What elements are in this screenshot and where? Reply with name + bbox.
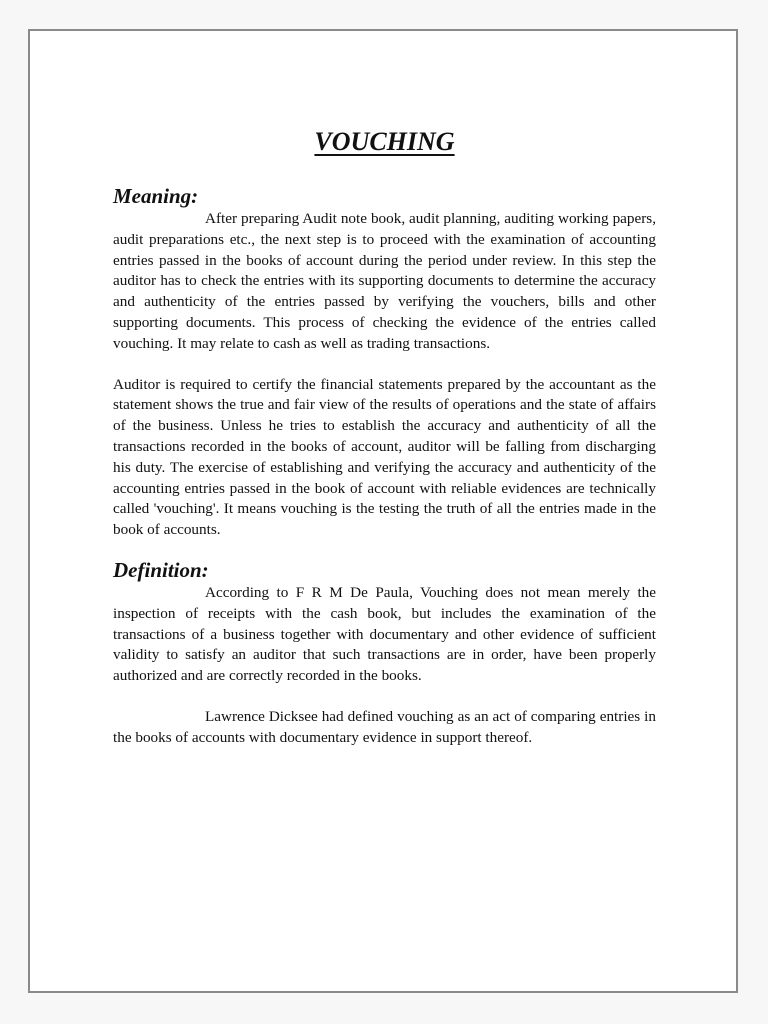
- document-content: [113, 127, 656, 749]
- definition-heading: Definition:: [113, 557, 209, 582]
- meaning-paragraph-2: Auditor is required to certify the financial statements prepared by the accountant as the statement shows the true and fair view of the results of operations and the state of affairs of the business. Unless he tries to establish the accuracy and authenticity of all the transactions recorded in the books of account, auditor will be falling from discharging his duty. The exercise of establishing and verifying the accuracy and authenticity of the accounting entries passed in the book of account with reliable evidences are technically called 'vouching'. It means vouching is the testing the truth of all the entries made in the book of accounts.: [113, 375, 656, 539]
- meaning-heading: Meaning:: [113, 184, 199, 208]
- meaning-paragraph-1: After preparing Audit note book, audit planning, auditing working papers, audit preparations etc., the next step is to proceed with the examination of accounting entries passed in the books of account during the period under review. In this step the auditor has to check the entries with its supporting documents to determine the accuracy and authenticity of the entries passed by verifying the vouchers, bills and other supporting documents. This process of checking the evidence of the entries called vouching. It may relate to cash as well as trading transactions.: [113, 210, 656, 352]
- document-page: [28, 29, 738, 993]
- document-title: VOUCHING: [314, 127, 455, 156]
- definition-paragraph-2: Lawrence Dicksee had defined vouching as an act of comparing entries in the books of accounts with documentary evidence in support thereof.: [113, 707, 656, 746]
- definition-paragraph-1: According to F R M De Paula, Vouching does not mean merely the inspection of receipts with the cash book, but includes the examination of the transactions of a business together with documentary and other evidence of sufficient validity to satisfy an auditor that such transactions are in order, have been properly authorized and are correctly recorded in the books.: [113, 583, 656, 685]
